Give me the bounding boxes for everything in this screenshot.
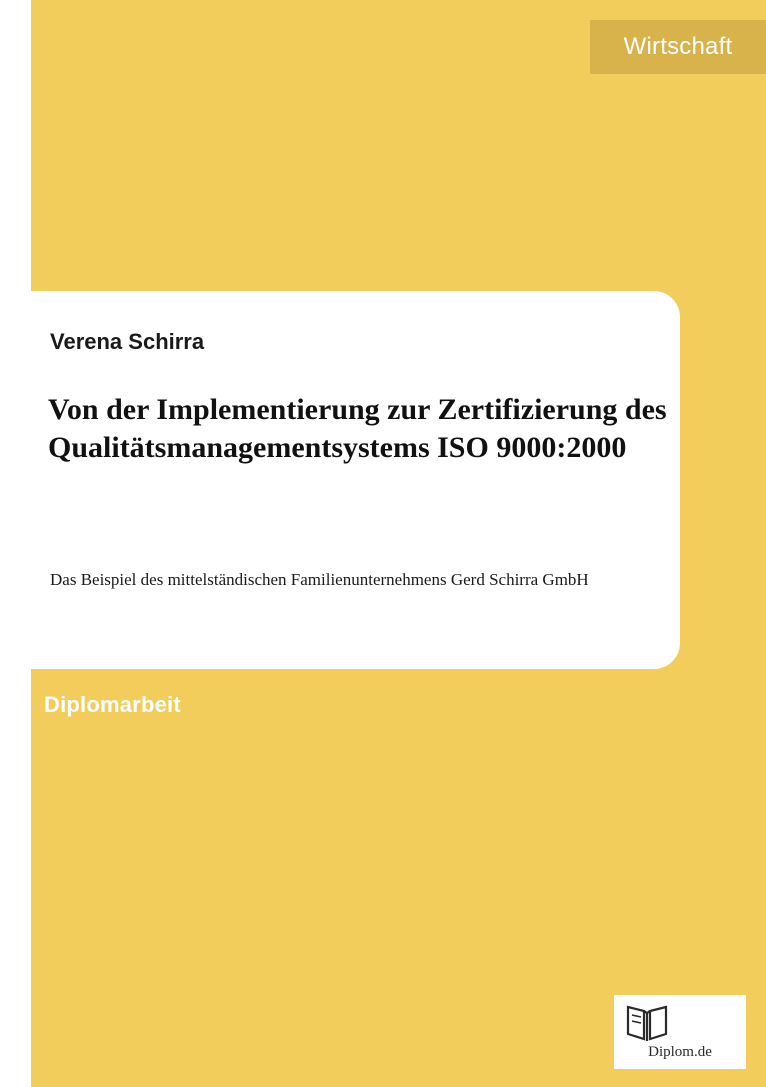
- category-label: Wirtschaft: [623, 33, 733, 60]
- category-ribbon: [590, 20, 766, 74]
- book-title: Von der Implementierung zur Zertifizierung des Qualitätsmanagementsystems ISO 9000:2000: [48, 393, 667, 465]
- title-card: [0, 291, 680, 669]
- publisher-name: Diplom.de: [648, 1044, 712, 1060]
- open-book-icon: [624, 1001, 670, 1043]
- book-subtitle: Das Beispiel des mittelständischen Familienunternehmens Gerd Schirra GmbH: [50, 570, 589, 589]
- document-type-label: Diplomarbeit: [44, 692, 181, 717]
- publisher-logo: [614, 995, 746, 1069]
- author-name: Verena Schirra: [50, 329, 205, 354]
